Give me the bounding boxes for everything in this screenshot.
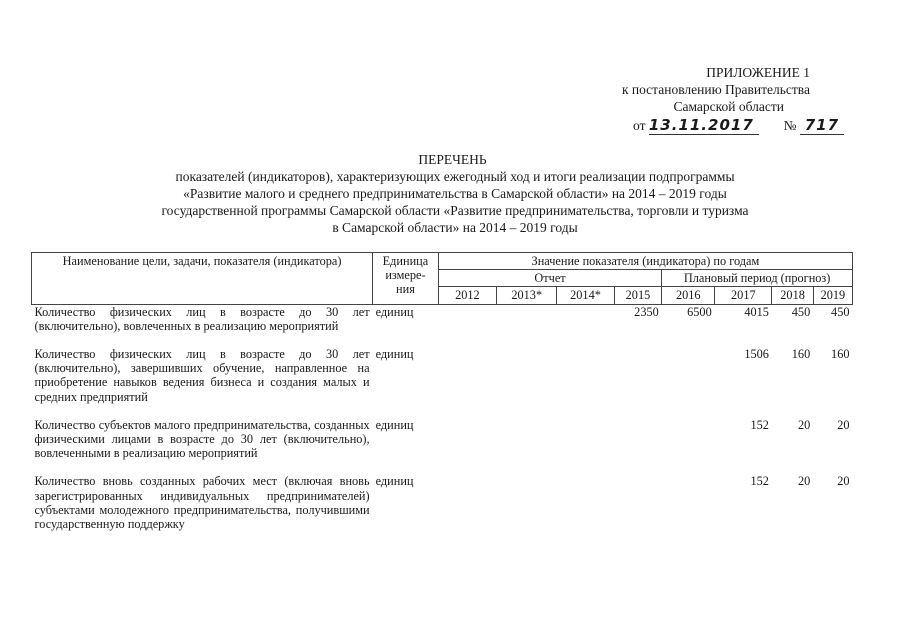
table-row xyxy=(32,347,853,404)
value-cell: 6500 xyxy=(687,304,712,319)
subtitle-line: в Самарской области» на 2014 – 2019 годы xyxy=(332,220,578,235)
value-cell xyxy=(438,418,496,461)
value-cell: 450 xyxy=(831,304,850,319)
appendix-title: ПРИЛОЖЕНИЕ 1 xyxy=(706,65,810,80)
header-year: 2013* xyxy=(497,287,557,304)
value-cell xyxy=(557,347,614,404)
header-year: 2016 xyxy=(662,287,715,304)
value-cell xyxy=(438,474,496,531)
value-cell: 152 xyxy=(750,417,769,432)
indicator-name: Количество физических лиц в возрасте до 30 лет (включительно), вовлеченных в реализацию мероприятий xyxy=(34,304,370,333)
value-cell xyxy=(614,474,662,531)
value-cell: 160 xyxy=(791,347,811,362)
value-cell xyxy=(662,474,715,531)
value-cell: 20 xyxy=(797,417,811,432)
header-plan: Плановый период (прогноз) xyxy=(662,270,853,287)
value-cell: 160 xyxy=(831,347,850,362)
value-cell xyxy=(614,418,662,461)
value-cell xyxy=(557,304,614,333)
header-year: 2012 xyxy=(438,287,496,304)
indicator-name: Количество физических лиц в возрасте до 30 лет (включительно), завершивших обучение, направленное на приобретение навыков ведения бизнеса и создания малых и средних предприятий xyxy=(34,347,370,404)
appendix-line-3: Самарской области xyxy=(673,99,784,114)
indicator-unit: единиц xyxy=(375,347,414,362)
table-row xyxy=(32,304,853,333)
value-cell xyxy=(497,347,557,404)
header-year: 2015 xyxy=(614,287,662,304)
value-cell: 450 xyxy=(791,304,811,319)
value-cell xyxy=(497,474,557,531)
header-values: Значение показателя (индикатора) по годам xyxy=(438,253,852,270)
value-cell xyxy=(557,474,614,531)
indicator-name: Количество субъектов малого предпринимательства, созданных физическими лицами в возрасте до 30 лет (включительно), вовлеченными в реализацию мероприятий xyxy=(34,417,370,461)
header-report: Отчет xyxy=(438,270,661,287)
subtitle-line: государственной программы Самарской области «Развитие предпринимательства, торговли и туризма xyxy=(161,203,749,218)
header-unit: Единица измере-ния xyxy=(373,253,439,305)
indicator-unit: единиц xyxy=(375,474,414,489)
subtitle-line: показателей (индикаторов), характеризующих ежегодный ход и итоги реализации подпрограммы xyxy=(175,169,735,184)
header-year: 2014* xyxy=(557,287,614,304)
table-row xyxy=(32,474,853,531)
document-subtitle xyxy=(60,168,850,236)
value-cell xyxy=(497,418,557,461)
indicators-table xyxy=(31,252,853,531)
decree-date-line xyxy=(633,116,844,135)
header-year: 2019 xyxy=(813,287,852,304)
document-title: ПЕРЕЧЕНЬ xyxy=(418,152,487,167)
value-cell xyxy=(614,347,662,404)
value-cell: 152 xyxy=(750,474,769,489)
value-cell xyxy=(438,347,496,404)
value-cell: 4015 xyxy=(744,304,769,319)
value-cell xyxy=(497,304,557,333)
value-cell: 20 xyxy=(837,417,850,432)
header-year: 2018 xyxy=(772,287,813,304)
decree-date: 13.11.2017 xyxy=(648,116,754,134)
subtitle-line: «Развитие малого и среднего предпринимательства в Самарской области» на 2014 – 2019 годы xyxy=(183,186,727,201)
value-cell: 20 xyxy=(837,474,850,489)
value-cell: 1506 xyxy=(744,347,769,362)
value-cell: 20 xyxy=(797,474,811,489)
number-label: № xyxy=(783,118,797,133)
indicator-name: Количество вновь созданных рабочих мест (включая вновь зарегистрированных индивидуальных предпринимателей) субъектами молодежного предпринимательства, получившими государственную поддержку xyxy=(34,474,370,532)
from-label: от xyxy=(633,118,646,133)
decree-number: 717 xyxy=(804,116,840,134)
appendix-line-2: к постановлению Правительства xyxy=(621,82,810,97)
indicator-unit: единиц xyxy=(375,417,414,432)
value-cell xyxy=(662,347,715,404)
indicator-unit: единиц xyxy=(375,304,414,319)
appendix-header xyxy=(622,64,810,115)
value-cell xyxy=(662,418,715,461)
table-row xyxy=(32,418,853,461)
value-cell xyxy=(438,304,496,333)
value-cell xyxy=(557,418,614,461)
value-cell: 2350 xyxy=(634,304,659,319)
header-year: 2017 xyxy=(715,287,772,304)
header-name: Наименование цели, задачи, показателя (индикатора) xyxy=(32,253,373,305)
